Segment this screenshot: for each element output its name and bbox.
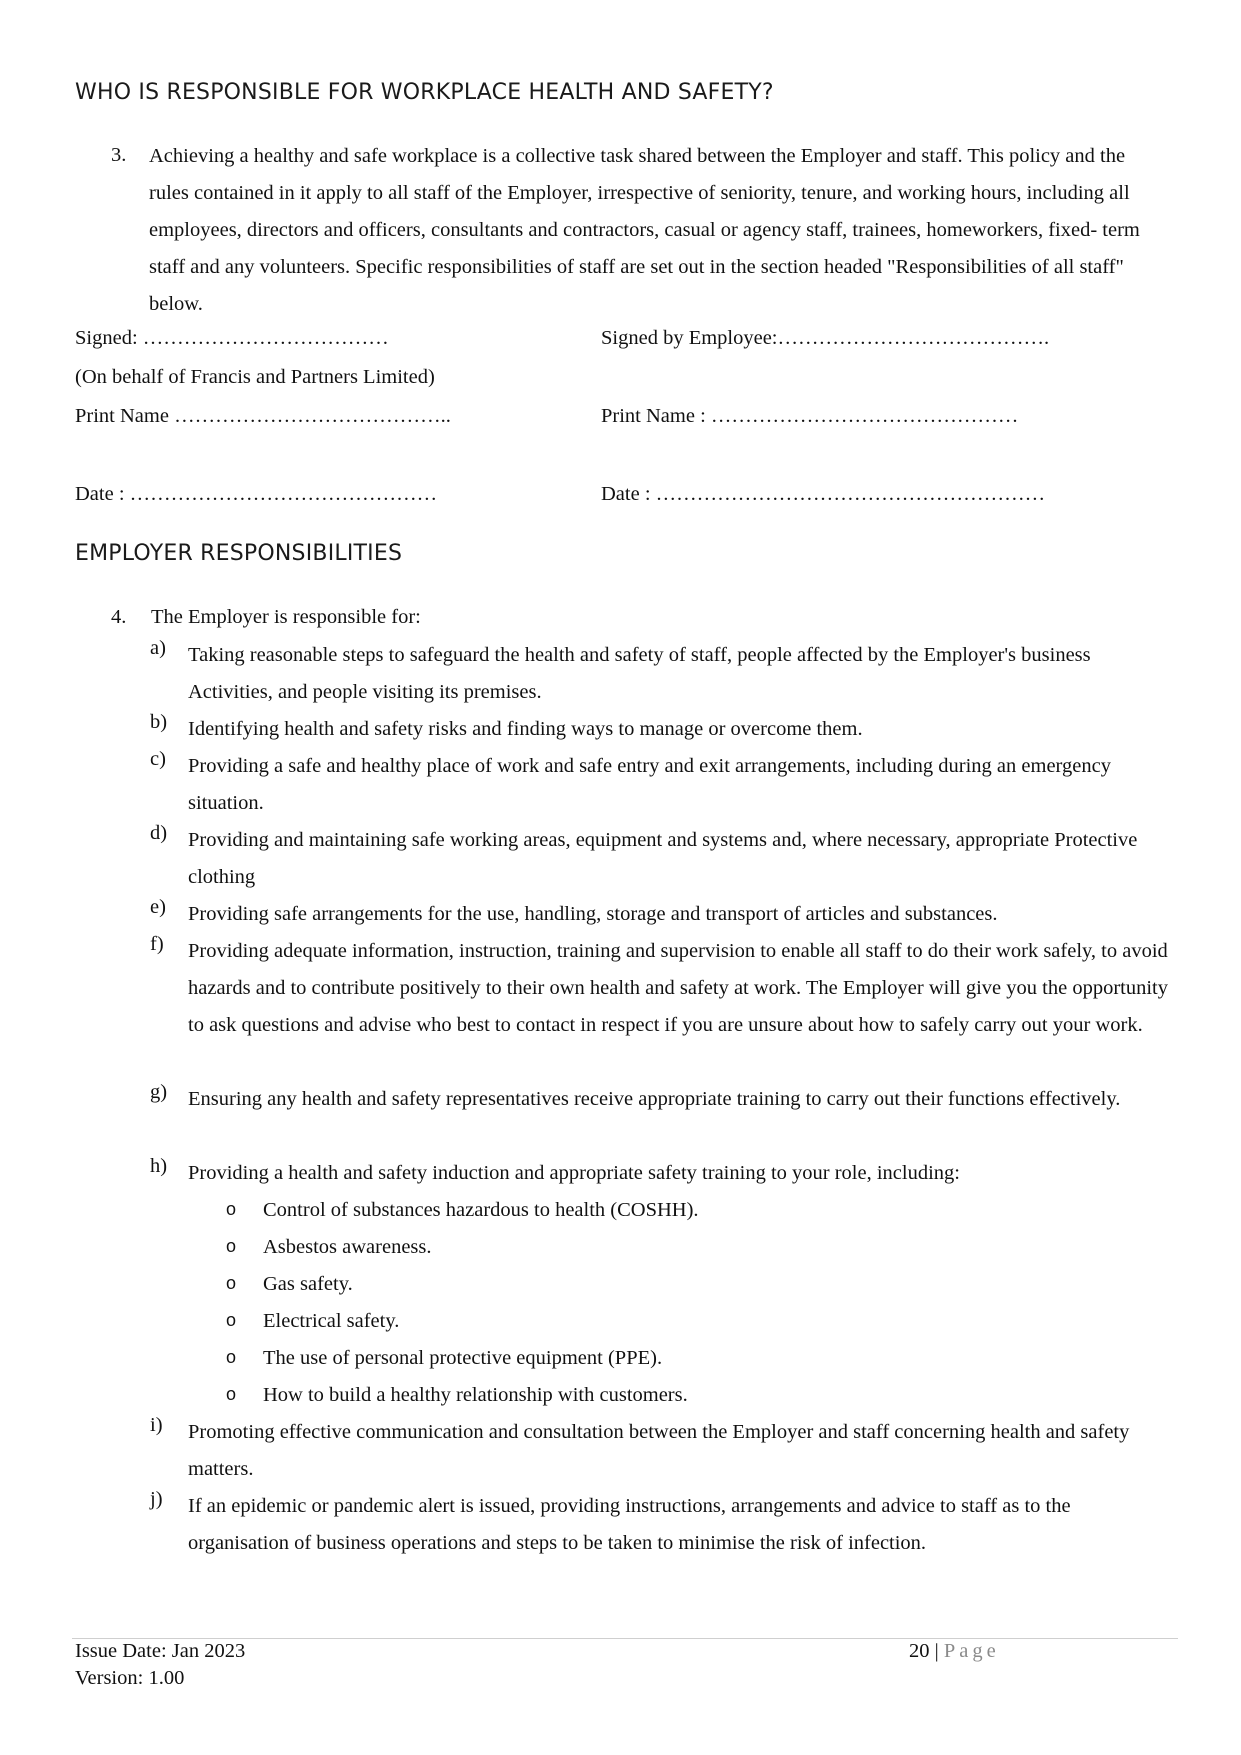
list-item-text: Promoting effective communication and consultation between the Employer and staff concerning health and safety matters. — [188, 1421, 1130, 1480]
list-marker: a) — [150, 637, 166, 659]
bullet-marker: o — [226, 1236, 237, 1256]
footer-page-number — [909, 1640, 1000, 1663]
section-heading-responsibility: WHO IS RESPONSIBLE FOR WORKPLACE HEALTH AND SAFETY? — [75, 80, 774, 105]
list-item-text: Providing safe arrangements for the use, handling, storage and transport of articles and substances. — [188, 903, 998, 925]
footer-issue-date: Issue Date: Jan 2023 — [75, 1640, 246, 1662]
list-marker: d) — [150, 822, 168, 844]
signed-by-employee-line: Signed by Employee:…………………………………. — [601, 327, 1050, 349]
list-item-text: Ensuring any health and safety representatives receive appropriate training to carry out their functions effectively. — [188, 1088, 1121, 1110]
list-item-text: Providing adequate information, instruction, training and supervision to enable all staff to do their work safely, to avoid hazards and to contribute positively to their own health and safety at work. The Employer will give you the opportunity to ask questions and advise who best to contact in respect if you are unsure about how to safely carry out your work. — [188, 940, 1168, 1036]
item-4-intro: The Employer is responsible for: — [151, 606, 421, 628]
bullet-text: How to build a healthy relationship with customers. — [263, 1384, 688, 1406]
date-line: Date : ……………………………………… — [75, 483, 438, 505]
item-number-3: 3. — [111, 144, 127, 166]
footer-version: Version: 1.00 — [75, 1667, 185, 1689]
signed-line: Signed: ……………………………… — [75, 327, 389, 349]
bullet-text: Asbestos awareness. — [263, 1236, 432, 1258]
item-number-4: 4. — [111, 606, 127, 628]
bullet-marker: o — [226, 1310, 237, 1330]
employee-date-line: Date : ………………………………………………… — [601, 483, 1046, 505]
list-marker: g) — [150, 1081, 168, 1103]
list-marker: c) — [150, 748, 166, 770]
bullet-marker: o — [226, 1273, 237, 1293]
print-name-line: Print Name ………………………………….. — [75, 405, 451, 427]
page-number: 20 — [909, 1640, 930, 1662]
bullet-text: Gas safety. — [263, 1273, 353, 1295]
list-item-text: Providing a health and safety induction and appropriate safety training to your role, including: — [188, 1162, 960, 1184]
bullet-marker: o — [226, 1199, 237, 1219]
on-behalf-text: (On behalf of Francis and Partners Limited) — [75, 366, 435, 388]
bullet-text: Control of substances hazardous to health (COSHH). — [263, 1199, 699, 1221]
bullet-text: Electrical safety. — [263, 1310, 400, 1332]
list-item-text: Identifying health and safety risks and finding ways to manage or overcome them. — [188, 718, 863, 740]
list-item-text: Providing a safe and healthy place of work and safe entry and exit arrangements, including during an emergency situation. — [188, 755, 1111, 814]
list-marker: h) — [150, 1155, 168, 1177]
bullet-marker: o — [226, 1347, 237, 1367]
list-marker: i) — [150, 1414, 163, 1436]
list-marker: f) — [150, 933, 164, 955]
list-item-text: Taking reasonable steps to safeguard the health and safety of staff, people affected by the Employer's business Activities, and people visiting its premises. — [188, 644, 1091, 703]
list-marker: e) — [150, 896, 166, 918]
bullet-marker: o — [226, 1384, 237, 1404]
footer-divider — [72, 1638, 1178, 1639]
page-word: Page — [943, 1640, 1000, 1662]
list-marker: j) — [150, 1488, 163, 1510]
list-item-text: If an epidemic or pandemic alert is issued, providing instructions, arrangements and advice to staff as to the organisation of business operations and steps to be taken to minimise the risk of infection. — [188, 1495, 1071, 1554]
page-separator: | — [929, 1640, 944, 1662]
list-item-text: Providing and maintaining safe working areas, equipment and systems and, where necessary, appropriate Protective clothing — [188, 829, 1138, 888]
bullet-text: The use of personal protective equipment (PPE). — [263, 1347, 663, 1369]
section-heading-employer: EMPLOYER RESPONSIBILITIES — [75, 541, 403, 566]
employee-print-name-line: Print Name : ……………………………………… — [601, 405, 1019, 427]
list-marker: b) — [150, 711, 168, 733]
item-3-text: Achieving a healthy and safe workplace is a collective task shared between the Employer and staff. This policy and the rules contained in it apply to all staff of the Employer, irrespective of seniority, tenure, and working hours, including all employees, directors and officers, consultants and contractors, casual or agency staff, trainees, homeworkers, fixed- term staff and any volunteers. Specific responsibilities of staff are set out in the section headed "Responsibilities of all staff" below. — [149, 145, 1140, 315]
